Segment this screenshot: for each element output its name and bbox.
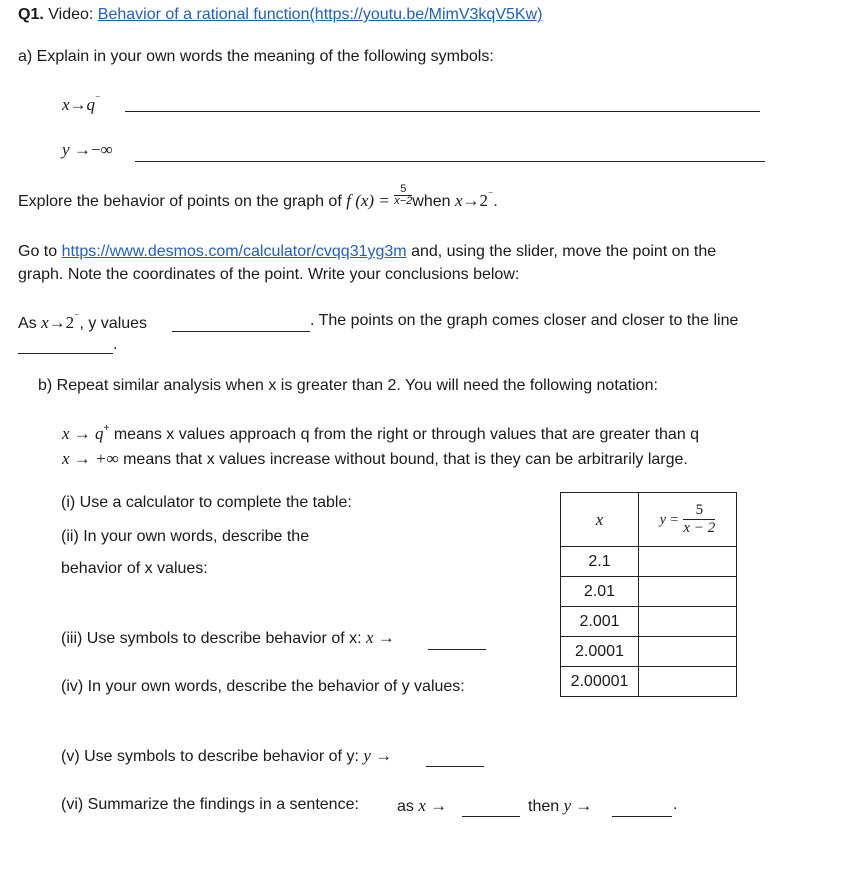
notation-plus-inf — [62, 449, 688, 469]
frac-numerator: 5 — [394, 184, 412, 196]
table-row — [561, 547, 737, 577]
line-blank[interactable] — [18, 336, 113, 354]
desmos-link[interactable]: https://www.desmos.com/calculator/cvqq31yg3m — [61, 243, 407, 260]
goto-line-1 — [18, 243, 716, 261]
period: . — [113, 336, 118, 353]
arrow: → — [462, 191, 480, 210]
limit-value: 2 — [479, 191, 489, 210]
frac-numerator: 5 — [683, 502, 715, 520]
symbol-var: x — [62, 95, 70, 114]
part-b-prompt: b) Repeat similar analysis when x is greater than 2. You will need the following notation: — [38, 377, 658, 394]
vi-x-blank[interactable] — [462, 799, 520, 817]
header-x — [561, 493, 639, 547]
arrow: → — [74, 140, 91, 159]
table-row — [561, 637, 737, 667]
video-label: Video: — [48, 6, 94, 23]
instruction-iv: (iv) In your own words, describe the behavior of y values: — [61, 678, 465, 695]
v-blank[interactable] — [426, 749, 484, 767]
as-line — [18, 312, 147, 333]
table-row — [561, 577, 737, 607]
table-row — [561, 667, 737, 697]
table-header-row — [561, 493, 737, 547]
instruction-text: (v) Use symbols to describe behavior of y: — [61, 748, 359, 765]
instruction-text: (vi) Summarize the findings in a sentence: — [61, 796, 359, 813]
symbol: x → — [366, 628, 395, 647]
video-link[interactable]: Behavior of a rational function(https://youtu.be/MimV3kqV5Kw) — [97, 6, 543, 23]
as-value: 2 — [65, 313, 75, 332]
header-y-fraction — [683, 502, 715, 537]
as-prefix: As — [18, 315, 37, 332]
x-value: 2.01 — [561, 577, 639, 607]
part-a-prompt: a) Explain in your own words the meaning of the following symbols: — [18, 48, 494, 65]
superscript: ⁻ — [95, 94, 101, 105]
goto-suffix: and, using the slider, move the point on the — [406, 243, 717, 260]
instruction-ii-line2: behavior of x values: — [61, 560, 208, 577]
iii-blank[interactable] — [428, 632, 486, 650]
superscript: ⁻ — [488, 190, 494, 201]
as-suffix: . The points on the graph comes closer and closer to the line — [310, 312, 739, 329]
values-table — [560, 492, 737, 697]
notation-symbol: x → q — [62, 424, 104, 443]
symbol: x → — [418, 796, 448, 815]
limit-var: x — [455, 191, 463, 210]
symbol: y → — [363, 746, 393, 765]
vi-y-blank[interactable] — [612, 799, 672, 817]
x-value: 2.1 — [561, 547, 639, 577]
period: . — [493, 193, 498, 210]
goto-line-2: graph. Note the coordinates of the point. Write your conclusions below: — [18, 266, 520, 283]
header-y — [639, 493, 737, 547]
goto-prefix: Go to — [18, 243, 58, 260]
fraction-5-over-x-2 — [394, 184, 412, 207]
explore-statement — [18, 183, 498, 213]
x-value: 2.001 — [561, 607, 639, 637]
question-number: Q1. — [18, 6, 44, 23]
explore-text: Explore the behavior of points on the graph of — [18, 193, 342, 210]
superscript: ⁻ — [74, 312, 80, 323]
period: . — [673, 796, 678, 813]
table-row — [561, 607, 737, 637]
superscript: + — [103, 423, 110, 434]
function-notation: f (x) = — [346, 191, 390, 210]
as-mid: , y values — [79, 315, 148, 332]
frac-denominator: x−2 — [394, 195, 413, 208]
header-x-label: x — [595, 509, 604, 529]
notation-text: means that x values increase without bound, that is they can be arbitrarily large. — [118, 451, 688, 468]
as-var: x — [41, 313, 49, 332]
x-value: 2.0001 — [561, 637, 639, 667]
y-value-cell[interactable] — [639, 547, 737, 577]
header-y-prefix: y = — [659, 512, 679, 528]
when-text: when — [412, 193, 451, 210]
instruction-v — [61, 746, 392, 766]
instruction-vi — [61, 796, 359, 814]
y-value-cell[interactable] — [639, 637, 737, 667]
question-title — [18, 6, 542, 24]
instruction-i: (i) Use a calculator to complete the table: — [61, 494, 352, 511]
x-value: 2.00001 — [561, 667, 639, 697]
then-text: then — [528, 798, 560, 815]
symbol-y-to-neg-inf — [62, 140, 113, 160]
answer-line-1[interactable] — [125, 94, 760, 112]
as-text: as — [397, 798, 414, 815]
symbol: y → — [563, 796, 593, 815]
instruction-text: (iii) Use symbols to describe behavior of x: — [61, 630, 362, 647]
notation-q-plus — [62, 423, 699, 444]
symbol-var: y — [62, 140, 70, 159]
arrow: → — [48, 313, 66, 332]
symbol-target: −∞ — [91, 140, 113, 159]
y-value-cell[interactable] — [639, 577, 737, 607]
y-value-cell[interactable] — [639, 607, 737, 637]
instruction-iii — [61, 628, 395, 648]
y-values-blank[interactable] — [172, 314, 310, 332]
answer-line-2[interactable] — [135, 144, 765, 162]
vi-as — [397, 796, 447, 816]
y-value-cell[interactable] — [639, 667, 737, 697]
notation-symbol: x → +∞ — [62, 449, 119, 468]
vi-then — [528, 796, 592, 816]
symbol-target: q — [86, 95, 96, 114]
instruction-ii-line1: (ii) In your own words, describe the — [61, 528, 310, 545]
symbol-x-to-q-minus — [62, 94, 100, 115]
arrow: → — [69, 95, 87, 114]
frac-denominator: x − 2 — [683, 520, 716, 536]
notation-text: means x values approach q from the right or through values that are greater than q — [109, 426, 700, 443]
